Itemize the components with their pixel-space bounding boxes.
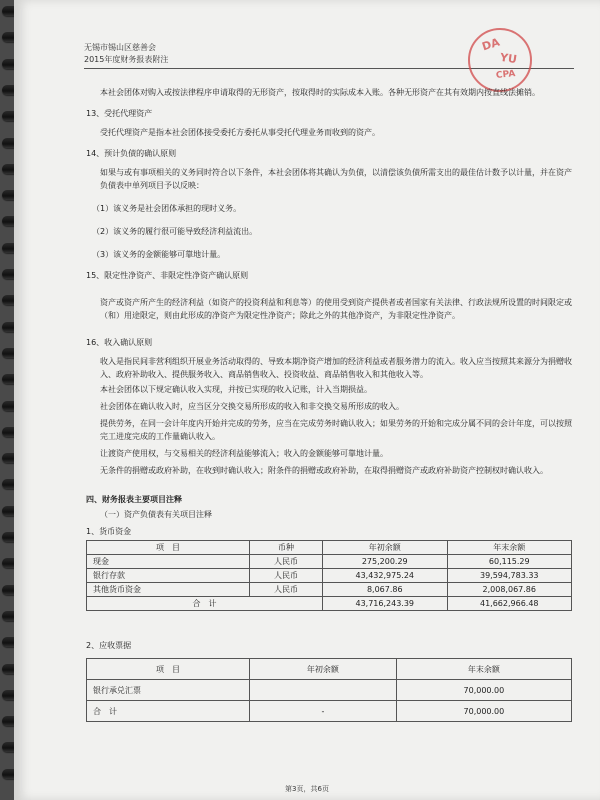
- section-16-para: 让渡资产使用权，与交易相关的经济利益能够流入；收入的金额能够可靠地计量。: [100, 449, 388, 458]
- cell-closing: 39,594,783.33: [447, 569, 572, 583]
- section-4-title: 四、财务报表主要项目注释: [86, 495, 182, 504]
- org-name: 无锡市锡山区慈善会: [84, 43, 156, 52]
- cell-item: 其他货币资金: [87, 583, 250, 597]
- notes-receivable-table: [86, 658, 572, 722]
- cell-total-label: 合 计: [87, 701, 250, 722]
- col-header-closing: 年末余额: [396, 659, 571, 680]
- col-header-item: 项 目: [87, 541, 250, 555]
- section-4-subtitle: （一）资产负债表有关项目注释: [100, 510, 212, 519]
- cell-total-closing: 70,000.00: [396, 701, 571, 722]
- table-header-row: [87, 659, 572, 680]
- cell-closing: 2,008,067.86: [447, 583, 572, 597]
- cell-opening: 275,200.29: [323, 555, 448, 569]
- section-14-body: 如果与或有事项相关的义务同时符合以下条件，本社会团体将其确认为负债，以清偿该负债所需支出的最佳估计数予以计量，并在资产负债表中单列项目予以反映：: [100, 168, 572, 190]
- table-2-title: 2、应收票据: [86, 641, 132, 650]
- report-subtitle: 2015年度财务报表附注: [84, 55, 169, 64]
- document-page: [14, 0, 600, 800]
- section-16-para: 无条件的捐赠或政府补助，在收到时确认收入；附条件的捐赠或政府补助，在取得捐赠资产或政府补助资产控制权时确认收入。: [100, 466, 548, 475]
- section-14-title: 14、预计负债的确认原则: [86, 149, 177, 158]
- table-total-row: [87, 701, 572, 722]
- stamp-text-2: YU: [499, 50, 518, 67]
- section-13-title: 13、受托代理资产: [86, 109, 153, 118]
- table-total-row: [87, 597, 572, 611]
- page-content: [86, 74, 574, 722]
- table-row: [87, 583, 572, 597]
- cell-opening: [250, 680, 397, 701]
- col-header-currency: 币种: [250, 541, 323, 555]
- cell-closing: 60,115.29: [447, 555, 572, 569]
- section-16-para: 收入是指民间非营利组织开展业务活动取得的、导致本期净资产增加的经济利益或者服务潜力的流入。收入应当按照其来源分为捐赠收入、政府补助收入、提供服务收入、商品销售收入、投资收益、商品销售收入和其他收入等。: [100, 357, 572, 379]
- col-header-closing: 年末余额: [447, 541, 572, 555]
- cell-currency: 人民币: [250, 569, 323, 583]
- section-16-para: 社会团体在确认收入时，应当区分交换交易所形成的收入和非交换交易所形成的收入。: [100, 402, 404, 411]
- table-header-row: [87, 541, 572, 555]
- cell-currency: 人民币: [250, 583, 323, 597]
- section-15-body: 资产或资产所产生的经济利益（如资产的投资利益和利息等）的使用受到资产提供者或者国家有关法律、行政法规所设置的时间限定或（和）用途限定，则由此形成的净资产为限定性净资产；除此之外的其他净资产，为非限定性净资产。: [100, 298, 572, 320]
- table-row: [87, 680, 572, 701]
- stamp-text-3: CPA: [495, 69, 516, 81]
- stamp-text-1: DA: [480, 35, 502, 54]
- section-16-para: 提供劳务，在同一会计年度内开始并完成的劳务，应当在完成劳务时确认收入；如果劳务的开始和完成分属不同的会计年度，可以按照完工进度完成的工作量确认收入。: [100, 419, 572, 441]
- cell-total-closing: 41,662,966.48: [447, 597, 572, 611]
- section-15-title: 15、限定性净资产、非限定性净资产确认原则: [86, 271, 249, 280]
- cell-opening: 8,067.86: [323, 583, 448, 597]
- cell-currency: 人民币: [250, 555, 323, 569]
- section-14-item-1: （1）该义务是社会团体承担的现时义务。: [92, 204, 242, 213]
- cell-total-opening: 43,716,243.39: [323, 597, 448, 611]
- cell-closing: 70,000.00: [396, 680, 571, 701]
- section-16-title: 16、收入确认原则: [86, 338, 153, 347]
- cell-total-label: 合 计: [87, 597, 323, 611]
- table-row: [87, 569, 572, 583]
- table-row: [87, 555, 572, 569]
- cell-opening: 43,432,975.24: [323, 569, 448, 583]
- intangible-paragraph: 本社会团体对购入或按法律程序申请取得的无形资产，按取得时的实际成本入账。各种无形资产在其有效期内按直线法摊销。: [100, 88, 540, 97]
- col-header-opening: 年初余额: [323, 541, 448, 555]
- section-14-item-2: （2）该义务的履行很可能导致经济利益流出。: [92, 227, 258, 236]
- cash-table: [86, 540, 572, 611]
- cell-total-opening: -: [250, 701, 397, 722]
- table-1-title: 1、货币资金: [86, 527, 132, 536]
- cell-item: 现金: [87, 555, 250, 569]
- col-header-item: 项 目: [87, 659, 250, 680]
- section-14-item-3: （3）该义务的金额能够可靠地计量。: [92, 250, 226, 259]
- cell-item: 银行承兑汇票: [87, 680, 250, 701]
- col-header-opening: 年初余额: [250, 659, 397, 680]
- page-header: [84, 42, 168, 66]
- section-13-body: 受托代理资产是指本社会团体接受委托方委托从事受托代理业务而收到的资产。: [100, 128, 380, 137]
- cell-item: 银行存款: [87, 569, 250, 583]
- page-footer: 第3页，共6页: [285, 785, 329, 793]
- section-16-para: 本社会团体以下规定确认收入实现，并按已实现的收入记账，计入当期损益。: [100, 385, 372, 394]
